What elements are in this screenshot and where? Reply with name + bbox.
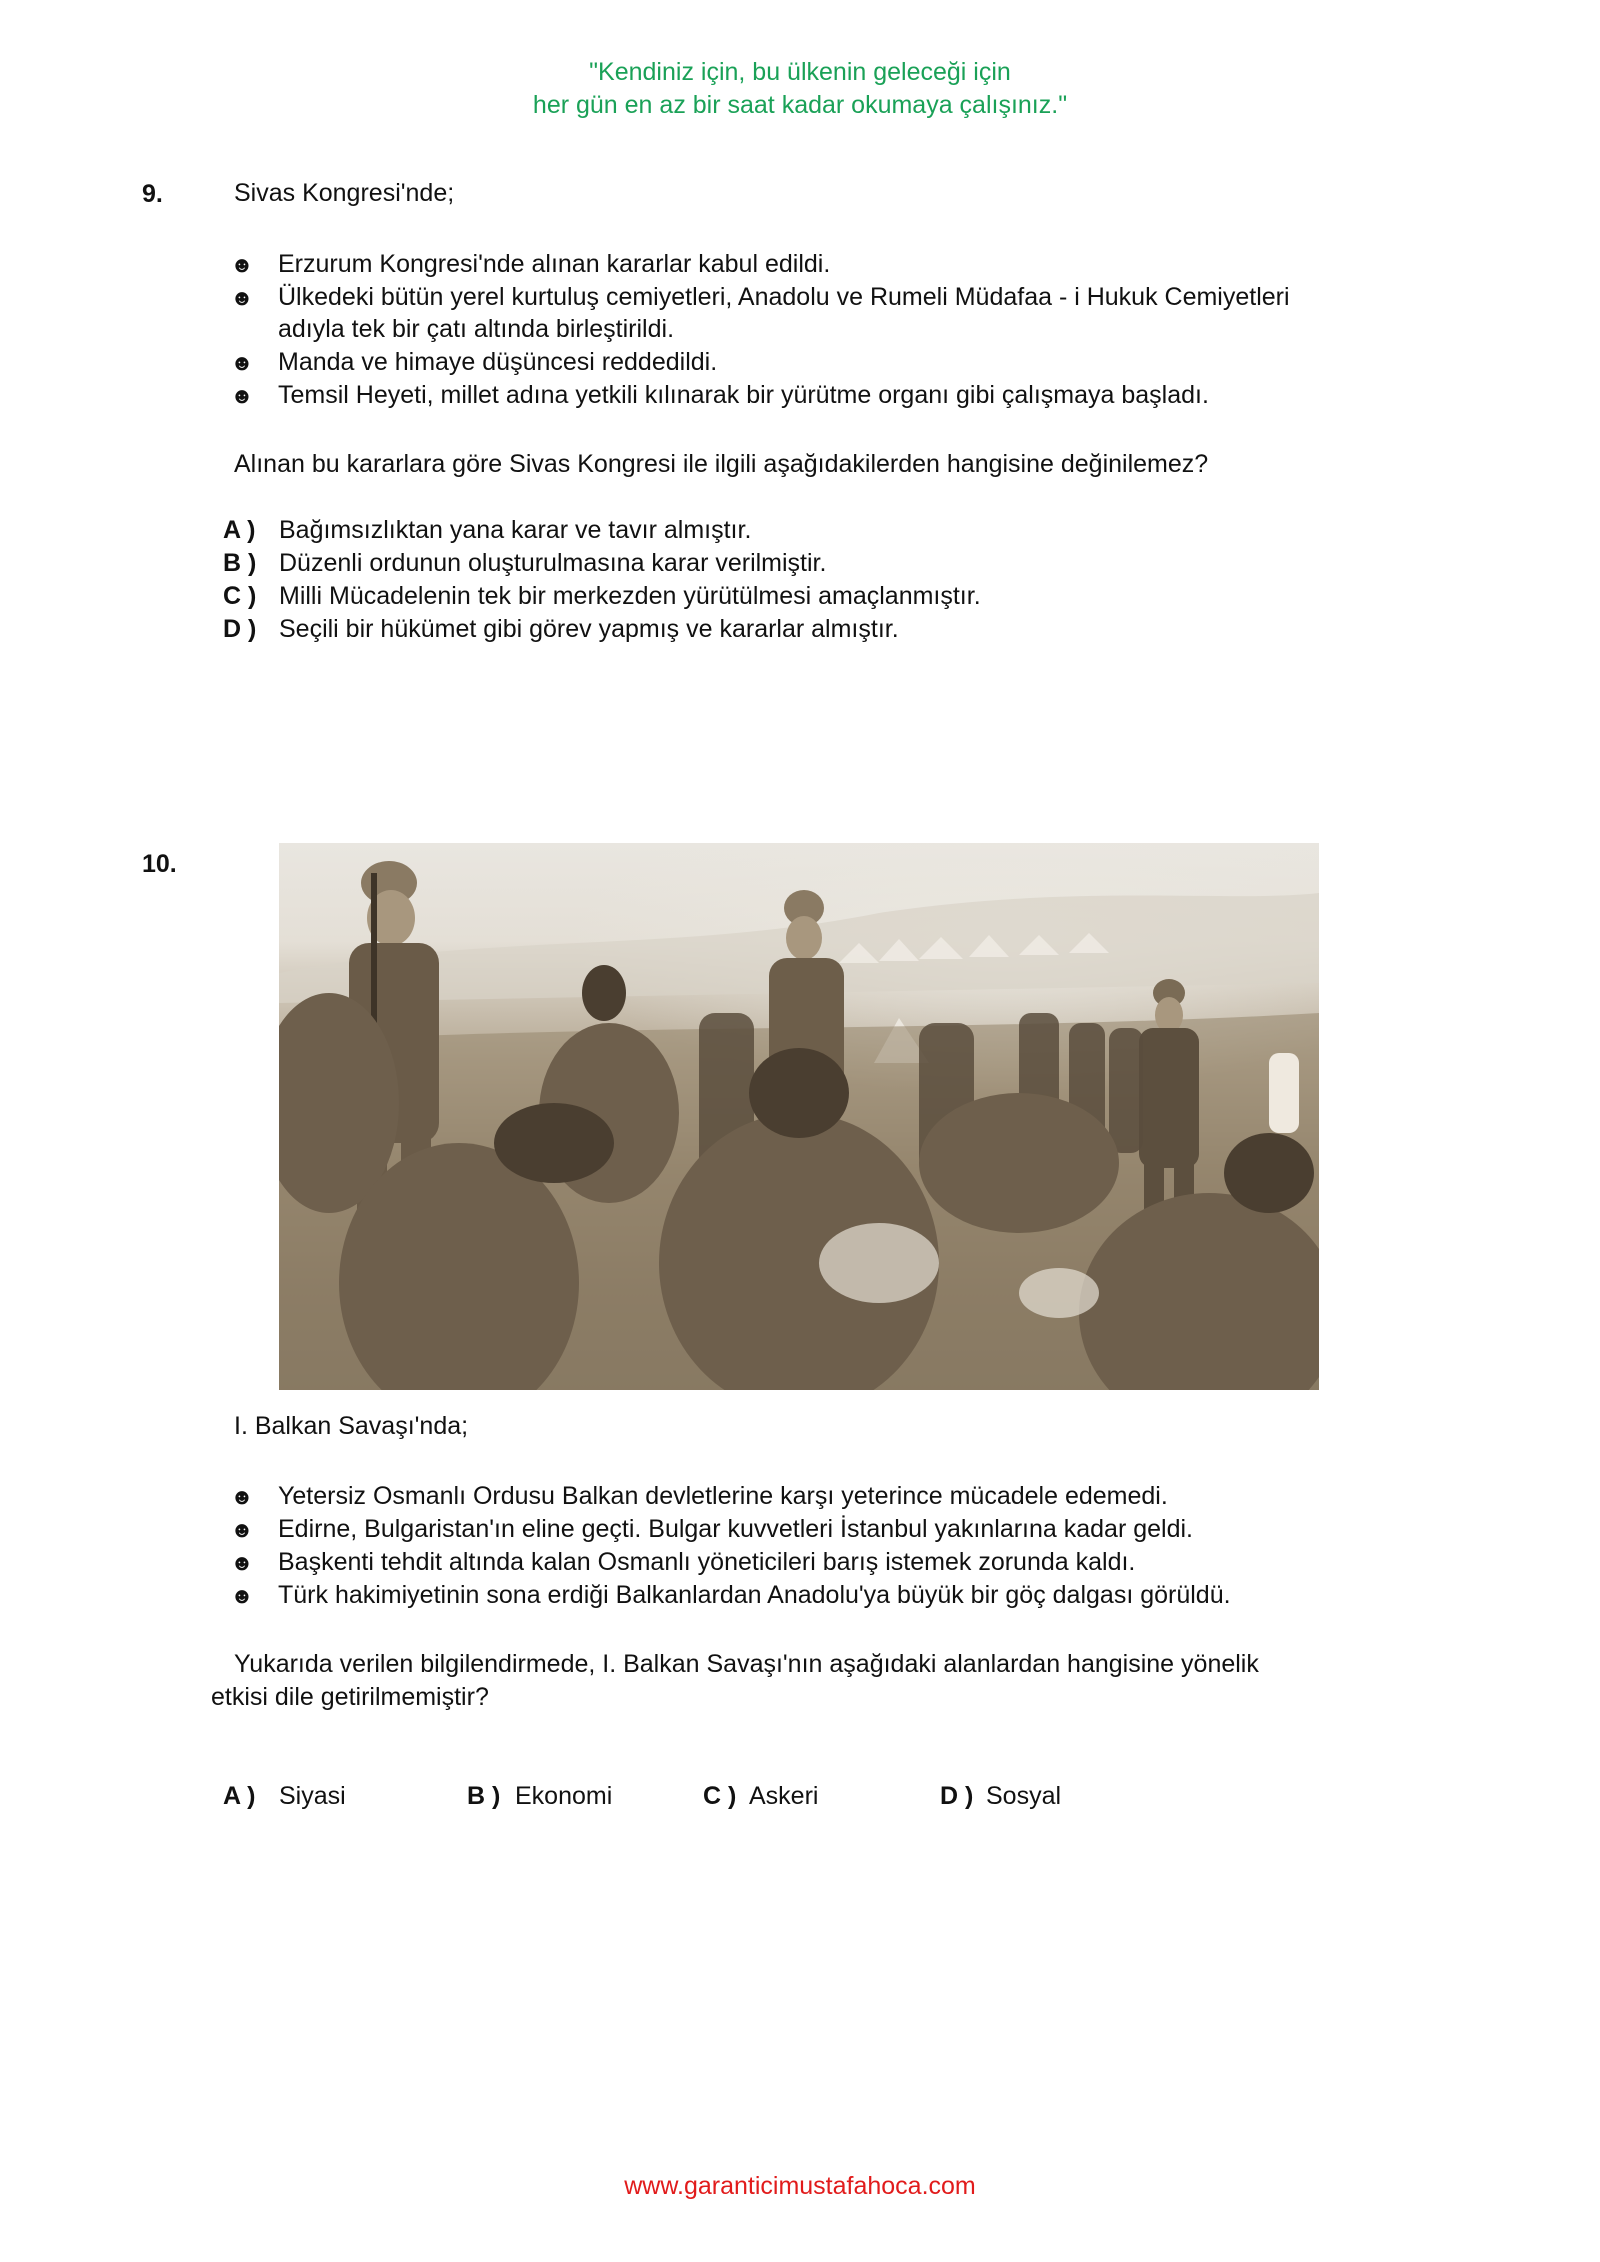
footer-website-link[interactable]: www.garanticimustafahoca.com (624, 2172, 976, 2200)
option-c[interactable] (703, 1780, 819, 1813)
option-letter: D ) (223, 615, 257, 643)
bullet-item: ☻ Başkenti tehdit altında kalan Osmanlı yöneticileri barış istemek zorunda kaldı. (230, 1546, 254, 1579)
smiley-bullet-icon: ☻ (230, 285, 254, 310)
smiley-bullet-icon: ☻ (230, 1583, 254, 1608)
smiley-bullet-icon: ☻ (230, 1550, 254, 1575)
option-a[interactable] (223, 514, 752, 547)
question-prompt-line-2: etkisi dile getirilmemiştir? (211, 1683, 489, 1711)
smiley-bullet-icon: ☻ (230, 252, 254, 277)
question-intro: Sivas Kongresi'nde; (234, 179, 455, 207)
option-text: Seçili bir hükümet gibi görev yapmış ve kararlar almıştır. (279, 615, 899, 643)
header-quote (0, 56, 1600, 122)
question-number: 10. (142, 850, 177, 878)
option-text: Askeri (749, 1782, 819, 1810)
smiley-bullet-icon: ☻ (230, 1517, 254, 1542)
option-d[interactable] (940, 1780, 1062, 1813)
quote-line-2: her gün en az bir saat kadar okumaya çalışınız." (532, 91, 1068, 119)
bullet-item: ☻ Edirne, Bulgaristan'ın eline geçti. Bulgar kuvvetleri İstanbul yakınlarına kadar geldi. (230, 1513, 254, 1546)
smiley-bullet-icon: ☻ (230, 350, 254, 375)
bullet-item: ☻ Ülkedeki bütün yerel kurtuluş cemiyetleri, Anadolu ve Rumeli Müdafaa - i Hukuk Cemiyetleri (230, 281, 254, 314)
bullet-item: ☻ Yetersiz Osmanlı Ordusu Balkan devletlerine karşı yeterince mücadele edemedi. (230, 1480, 254, 1513)
bullet-item: ☻ Temsil Heyeti, millet adına yetkili kılınarak bir yürütme organı gibi çalışmaya başladı. (230, 379, 254, 412)
option-a[interactable] (223, 1780, 346, 1813)
option-b[interactable] (467, 1780, 613, 1813)
option-text: Bağımsızlıktan yana karar ve tavır almıştır. (279, 516, 752, 544)
question-number: 9. (142, 180, 163, 208)
option-letter: A ) (223, 516, 256, 544)
smiley-bullet-icon: ☻ (230, 1484, 254, 1509)
option-letter: B ) (467, 1782, 501, 1810)
balkan-war-photo (279, 843, 1319, 1390)
option-letter: D ) (940, 1782, 974, 1810)
question-intro: I. Balkan Savaşı'nda; (234, 1412, 469, 1440)
option-letter: C ) (223, 582, 257, 610)
option-text: Siyasi (279, 1782, 346, 1810)
quote-line-1: "Kendiniz için, bu ülkenin geleceği için (589, 58, 1011, 86)
option-b[interactable] (223, 547, 827, 580)
option-letter: C ) (703, 1782, 737, 1810)
bullet-item: ☻ Erzurum Kongresi'nde alınan kararlar kabul edildi. (230, 248, 254, 281)
option-letter: B ) (223, 549, 257, 577)
photo-illustration (279, 843, 1319, 1390)
option-text: Sosyal (986, 1782, 1062, 1810)
smiley-bullet-icon: ☻ (230, 383, 254, 408)
option-text: Milli Mücadelenin tek bir merkezden yürütülmesi amaçlanmıştır. (279, 582, 981, 610)
bullet-continuation: adıyla tek bir çatı altında birleştirildi. (278, 315, 675, 343)
question-prompt-line-1: Yukarıda verilen bilgilendirmede, I. Balkan Savaşı'nın aşağıdaki alanlardan hangisine yönelik (234, 1650, 1259, 1678)
option-letter: A ) (223, 1782, 256, 1810)
question-prompt: Alınan bu kararlara göre Sivas Kongresi ile ilgili aşağıdakilerden hangisine değinilemez? (234, 450, 1209, 478)
bullet-item: ☻ Manda ve himaye düşüncesi reddedildi. (230, 346, 254, 379)
option-text: Ekonomi (515, 1782, 613, 1810)
bullet-item: ☻ Türk hakimiyetinin sona erdiği Balkanlardan Anadolu'ya büyük bir göç dalgası görüldü. (230, 1579, 254, 1612)
option-c[interactable] (223, 580, 981, 613)
option-text: Düzenli ordunun oluşturulmasına karar verilmiştir. (279, 549, 827, 577)
option-d[interactable] (223, 613, 899, 646)
